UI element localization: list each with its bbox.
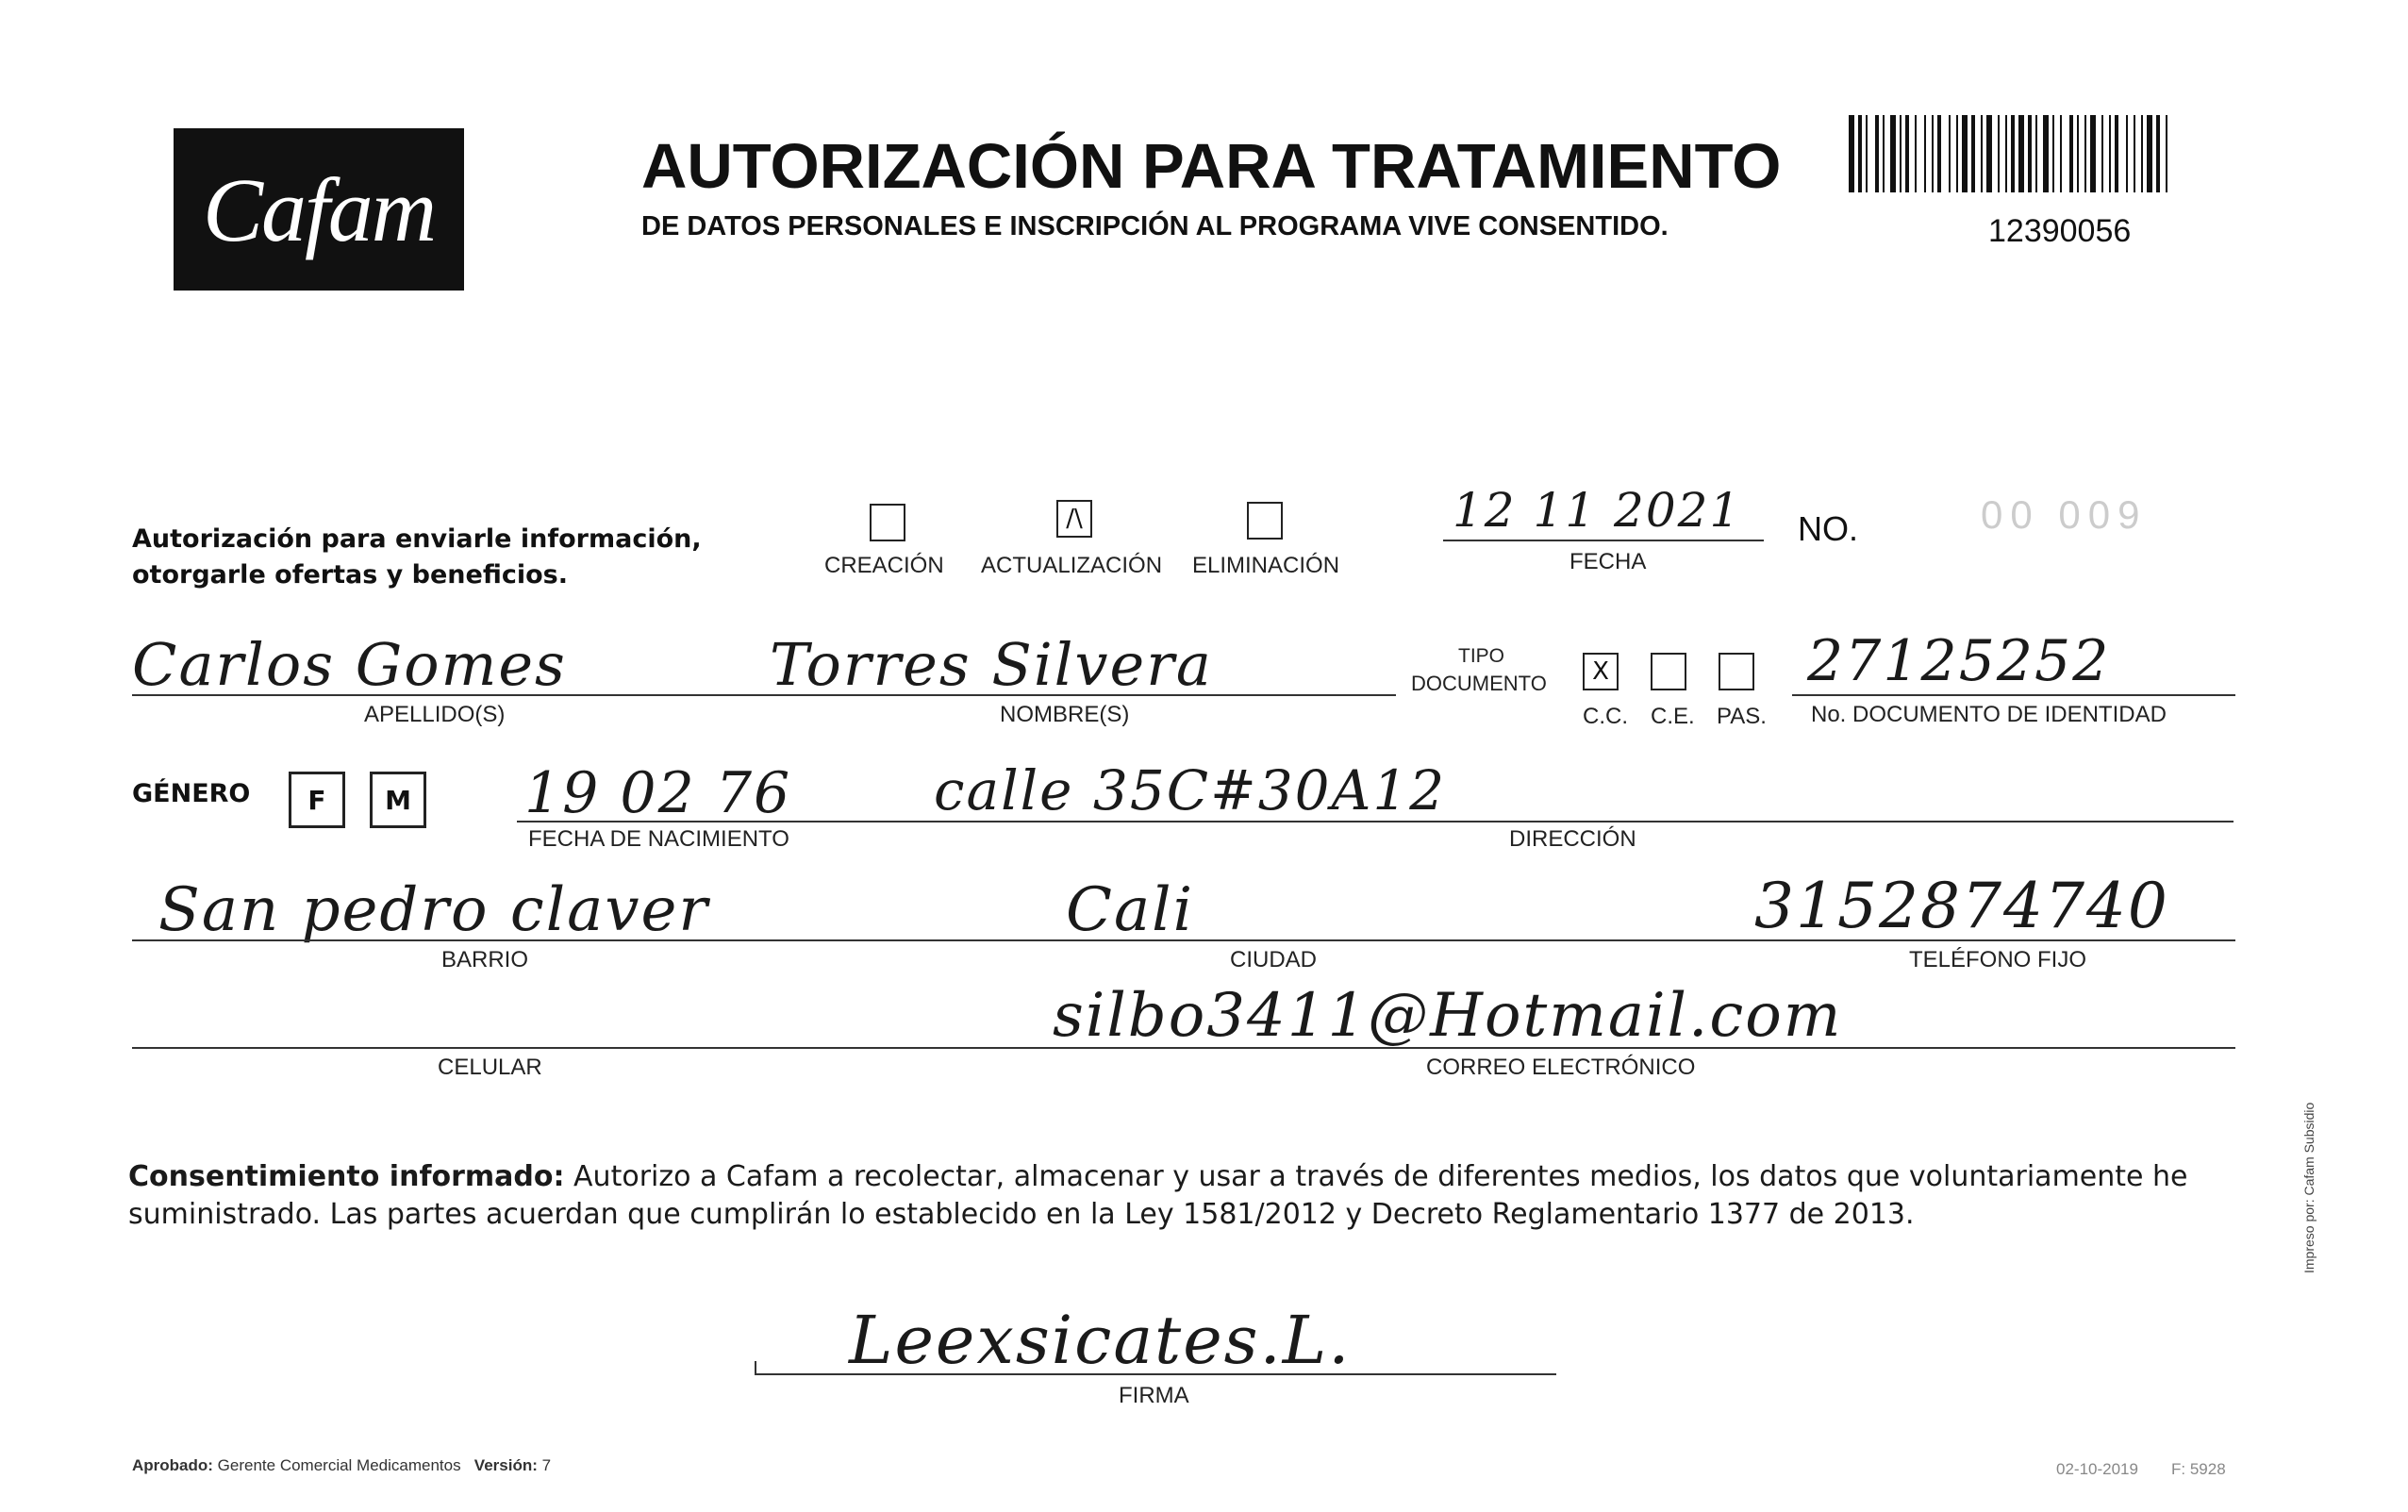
phone-value[interactable]: 3152874740 <box>1754 870 2169 942</box>
name-value[interactable]: Torres Silvera <box>770 630 1213 699</box>
female-checkbox[interactable]: F <box>289 772 345 828</box>
date-value[interactable]: 12 11 2021 <box>1453 483 1742 538</box>
date-label: FECHA <box>1569 549 1647 574</box>
email-value[interactable]: silbo3411@Hotmail.com <box>1053 981 1843 1051</box>
cell-label: CELULAR <box>438 1055 542 1080</box>
authorization-label-1: Autorización para enviarle información, <box>132 524 702 554</box>
update-checkbox[interactable]: /\ <box>1056 500 1092 538</box>
footer-form-code: F: 5928 <box>2171 1460 2226 1478</box>
city-value[interactable]: Cali <box>1066 875 1195 945</box>
version-value: 7 <box>541 1456 552 1474</box>
signature-value[interactable]: Leexsicates.L. <box>849 1302 1352 1379</box>
gender-label: GÉNERO <box>132 779 251 808</box>
authorization-label-2: otorgarle ofertas y beneficios. <box>132 560 568 590</box>
version-label: Versión: <box>473 1456 538 1474</box>
barrio-label: BARRIO <box>441 947 529 972</box>
cc-checkbox[interactable]: X <box>1583 653 1619 690</box>
surname-label: APELLIDO(S) <box>364 702 506 727</box>
deletion-label: ELIMINACIÓN <box>1192 553 1340 578</box>
logo-text: Cafam <box>202 158 436 260</box>
male-checkbox[interactable]: M <box>370 772 426 828</box>
update-label: ACTUALIZACIÓN <box>981 553 1163 578</box>
barrio-value[interactable]: San pedro claver <box>158 875 709 945</box>
ce-checkbox[interactable] <box>1651 653 1686 690</box>
birth-date-value[interactable]: 19 02 76 <box>524 760 792 826</box>
consent-paragraph <box>128 1158 2241 1234</box>
consent-heading: Consentimiento informado: <box>128 1160 565 1193</box>
creation-label: CREACIÓN <box>824 553 944 578</box>
cafam-logo <box>174 128 464 291</box>
city-label: CIUDAD <box>1230 947 1318 972</box>
footer-approval <box>132 1456 551 1475</box>
birth-date-label: FECHA DE NACIMIENTO <box>528 826 789 852</box>
footer-date-code: 02-10-2019 <box>2056 1460 2138 1478</box>
phone-label: TELÉFONO FIJO <box>1909 947 2087 972</box>
ce-label: C.E. <box>1651 704 1695 729</box>
creation-checkbox[interactable] <box>870 504 905 541</box>
doc-number-value[interactable]: 27125252 <box>1807 628 2111 694</box>
doc-number-label: No. DOCUMENTO DE IDENTIDAD <box>1811 702 2167 727</box>
address-label: DIRECCIÓN <box>1509 826 1636 852</box>
barcode-number: 12390056 <box>1988 213 2132 249</box>
passport-checkbox[interactable] <box>1719 653 1754 690</box>
address-value[interactable]: calle 35C#30A12 <box>934 758 1447 822</box>
name-label: NOMBRE(S) <box>1000 702 1130 727</box>
email-label: CORREO ELECTRÓNICO <box>1426 1055 1696 1080</box>
consent-text: Autorizo a Cafam a recolectar, almacenar y usar a través de diferentes medios, los datos que voluntariamente he suministrado. Las partes acuerdan que cumplirán lo establecido en la Ley 1581/2012 y Decreto Reglamentario 1377 de 2013. <box>128 1160 2188 1231</box>
barcode <box>1849 115 2245 192</box>
passport-label: PAS. <box>1717 704 1767 729</box>
deletion-checkbox[interactable] <box>1247 502 1283 540</box>
doc-type-label-2: DOCUMENTO <box>1411 672 1547 695</box>
surname-value[interactable]: Carlos Gomes <box>132 630 567 699</box>
form-title: AUTORIZACIÓN PARA TRATAMIENTO <box>641 131 1782 202</box>
signature-label: FIRMA <box>1119 1383 1189 1408</box>
form-number: 00 009 <box>1981 492 2148 537</box>
approved-value: Gerente Comercial Medicamentos <box>217 1456 461 1474</box>
approved-label: Aprobado: <box>132 1456 213 1474</box>
form-subtitle: DE DATOS PERSONALES E INSCRIPCIÓN AL PROGRAMA VIVE CONSENTIDO. <box>641 211 1669 241</box>
number-label: NO. <box>1798 509 1859 548</box>
doc-type-label-1: TIPO <box>1458 645 1505 667</box>
side-print-text: Impreso por: Cafam Subsidio <box>2301 1102 2317 1273</box>
cc-label: C.C. <box>1583 704 1628 729</box>
